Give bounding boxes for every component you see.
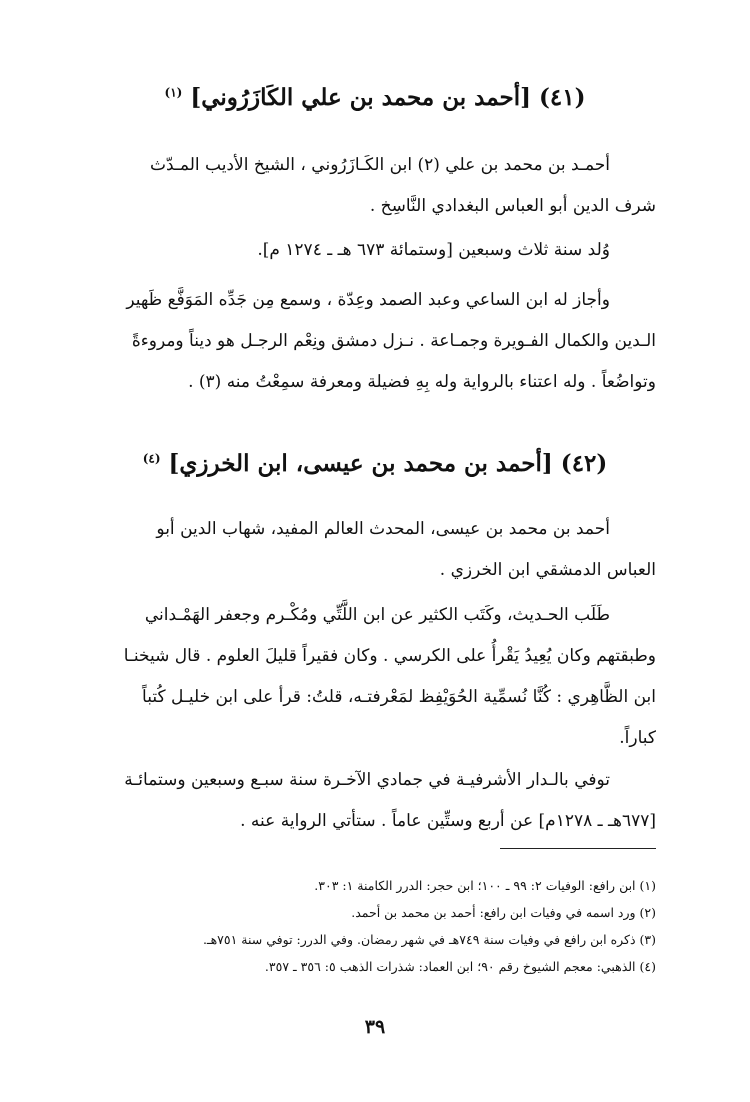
paragraph-line: وطبقتهم وكان يُعِيدُ يَقْرأُ على الكرسي . وكان فقيراً قليلَ العلوم . قال شيخنـا xyxy=(123,646,656,666)
footnote-1: (١) ابن رافع: الوفيات ٢: ٩٩ ـ ١٠٠؛ ابن حجر: الدرر الكامنة ١: ٣٠٣. xyxy=(314,878,656,893)
paragraph-line: كباراً. xyxy=(619,728,656,748)
entry-41-paragraph-1 xyxy=(92,145,656,227)
paragraph-line: أحمـد بن محمد بن علي (٢) ابن الكَـازَرُوني ، الشيخ الأديب المـدّث xyxy=(149,155,610,175)
entry-42-heading-footnote-ref: (٤) xyxy=(142,451,161,466)
entry-41-paragraph-2 xyxy=(92,230,656,271)
paragraph-line: العباس الدمشقي ابن الخرزي . xyxy=(439,560,656,580)
paragraph-line: أحمد بن محمد بن عيسى، المحدث العالم المفيد، شهاب الدين أبو xyxy=(156,519,610,539)
paragraph-line: ابن الظَّاهِري : كُنَّا نُسمِّية الحُوَيْفِظ لمَعْرفتـه، قلتُ: قرأ على ابن خليـل كُتباً xyxy=(142,687,656,707)
paragraph-line: وأجاز له ابن الساعي وعبد الصمد وعِدّة ، وسمع مِن جَدِّه المَوَفَّع ظَهير xyxy=(126,290,610,310)
entry-41-heading-footnote-ref: (١) xyxy=(164,85,183,100)
footnote-3: (٣) ذكره ابن رافع في وفيات سنة ٧٤٩هـ في شهر رمضان. وفي الدرر: توفي سنة ٧٥١هـ. xyxy=(202,932,656,947)
paragraph-line: الـدين والكمال الفـويرة وجمـاعة . نـزل دمشق ونِعْم الرجـل هو ديناً ومروءةً xyxy=(131,331,656,351)
entry-42-paragraph-2 xyxy=(92,595,656,759)
entry-42-paragraph-1 xyxy=(92,509,656,591)
entry-41-heading xyxy=(60,84,690,111)
paragraph-line: وتواضُعاً . وله اعتناء بالرواية وله بِهِ فضيلة ومعرفة سمِعْتُ منه (٣) . xyxy=(188,372,656,392)
paragraph-line: توفي بالـدار الأشرفيـة في جمادي الآخـرة سنة سبـع وسبعين وستمائـة xyxy=(124,770,610,790)
paragraph-line: [٦٧٧هـ ـ ١٢٧٨م] عن أربع وستِّين عاماً . ستأتي الرواية عنه . xyxy=(240,811,656,831)
footnote-2: (٢) ورد اسمه في وفيات ابن رافع: أحمد بن محمد بن أحمد. xyxy=(351,905,656,920)
entry-41-paragraph-3 xyxy=(92,280,656,403)
entry-42-heading-text: (٤٢) [أحمد بن محمد بن عيسى، ابن الخرزي] xyxy=(168,450,608,477)
paragraph-line: طَلَب الحـديث، وكَتَب الكثير عن ابن اللَّتِّي ومُكْـرم وجعفر الهَمْـداني xyxy=(144,605,610,625)
page-number: ٣٩ xyxy=(364,1016,386,1038)
footnote-4: (٤) الذهبي: معجم الشيوخ رقم ٩٠؛ ابن العماد: شذرات الذهب ٥: ٣٥٦ ـ ٣٥٧. xyxy=(264,959,656,974)
paragraph-line: وُلد سنة ثلاث وسبعين [وستمائة ٦٧٣ هـ ـ ١٢٧٤ م]. xyxy=(257,240,610,260)
entry-41-heading-text: (٤١) [أحمد بن محمد بن علي الكَازَرُوني] xyxy=(190,84,586,111)
paragraph-line: شرف الدين أبو العباس البغدادي النَّاسِخ . xyxy=(369,196,656,216)
footnotes xyxy=(92,872,656,980)
entry-42-paragraph-3 xyxy=(92,760,656,842)
footnote-divider xyxy=(500,848,656,849)
entry-42-heading xyxy=(60,450,690,477)
